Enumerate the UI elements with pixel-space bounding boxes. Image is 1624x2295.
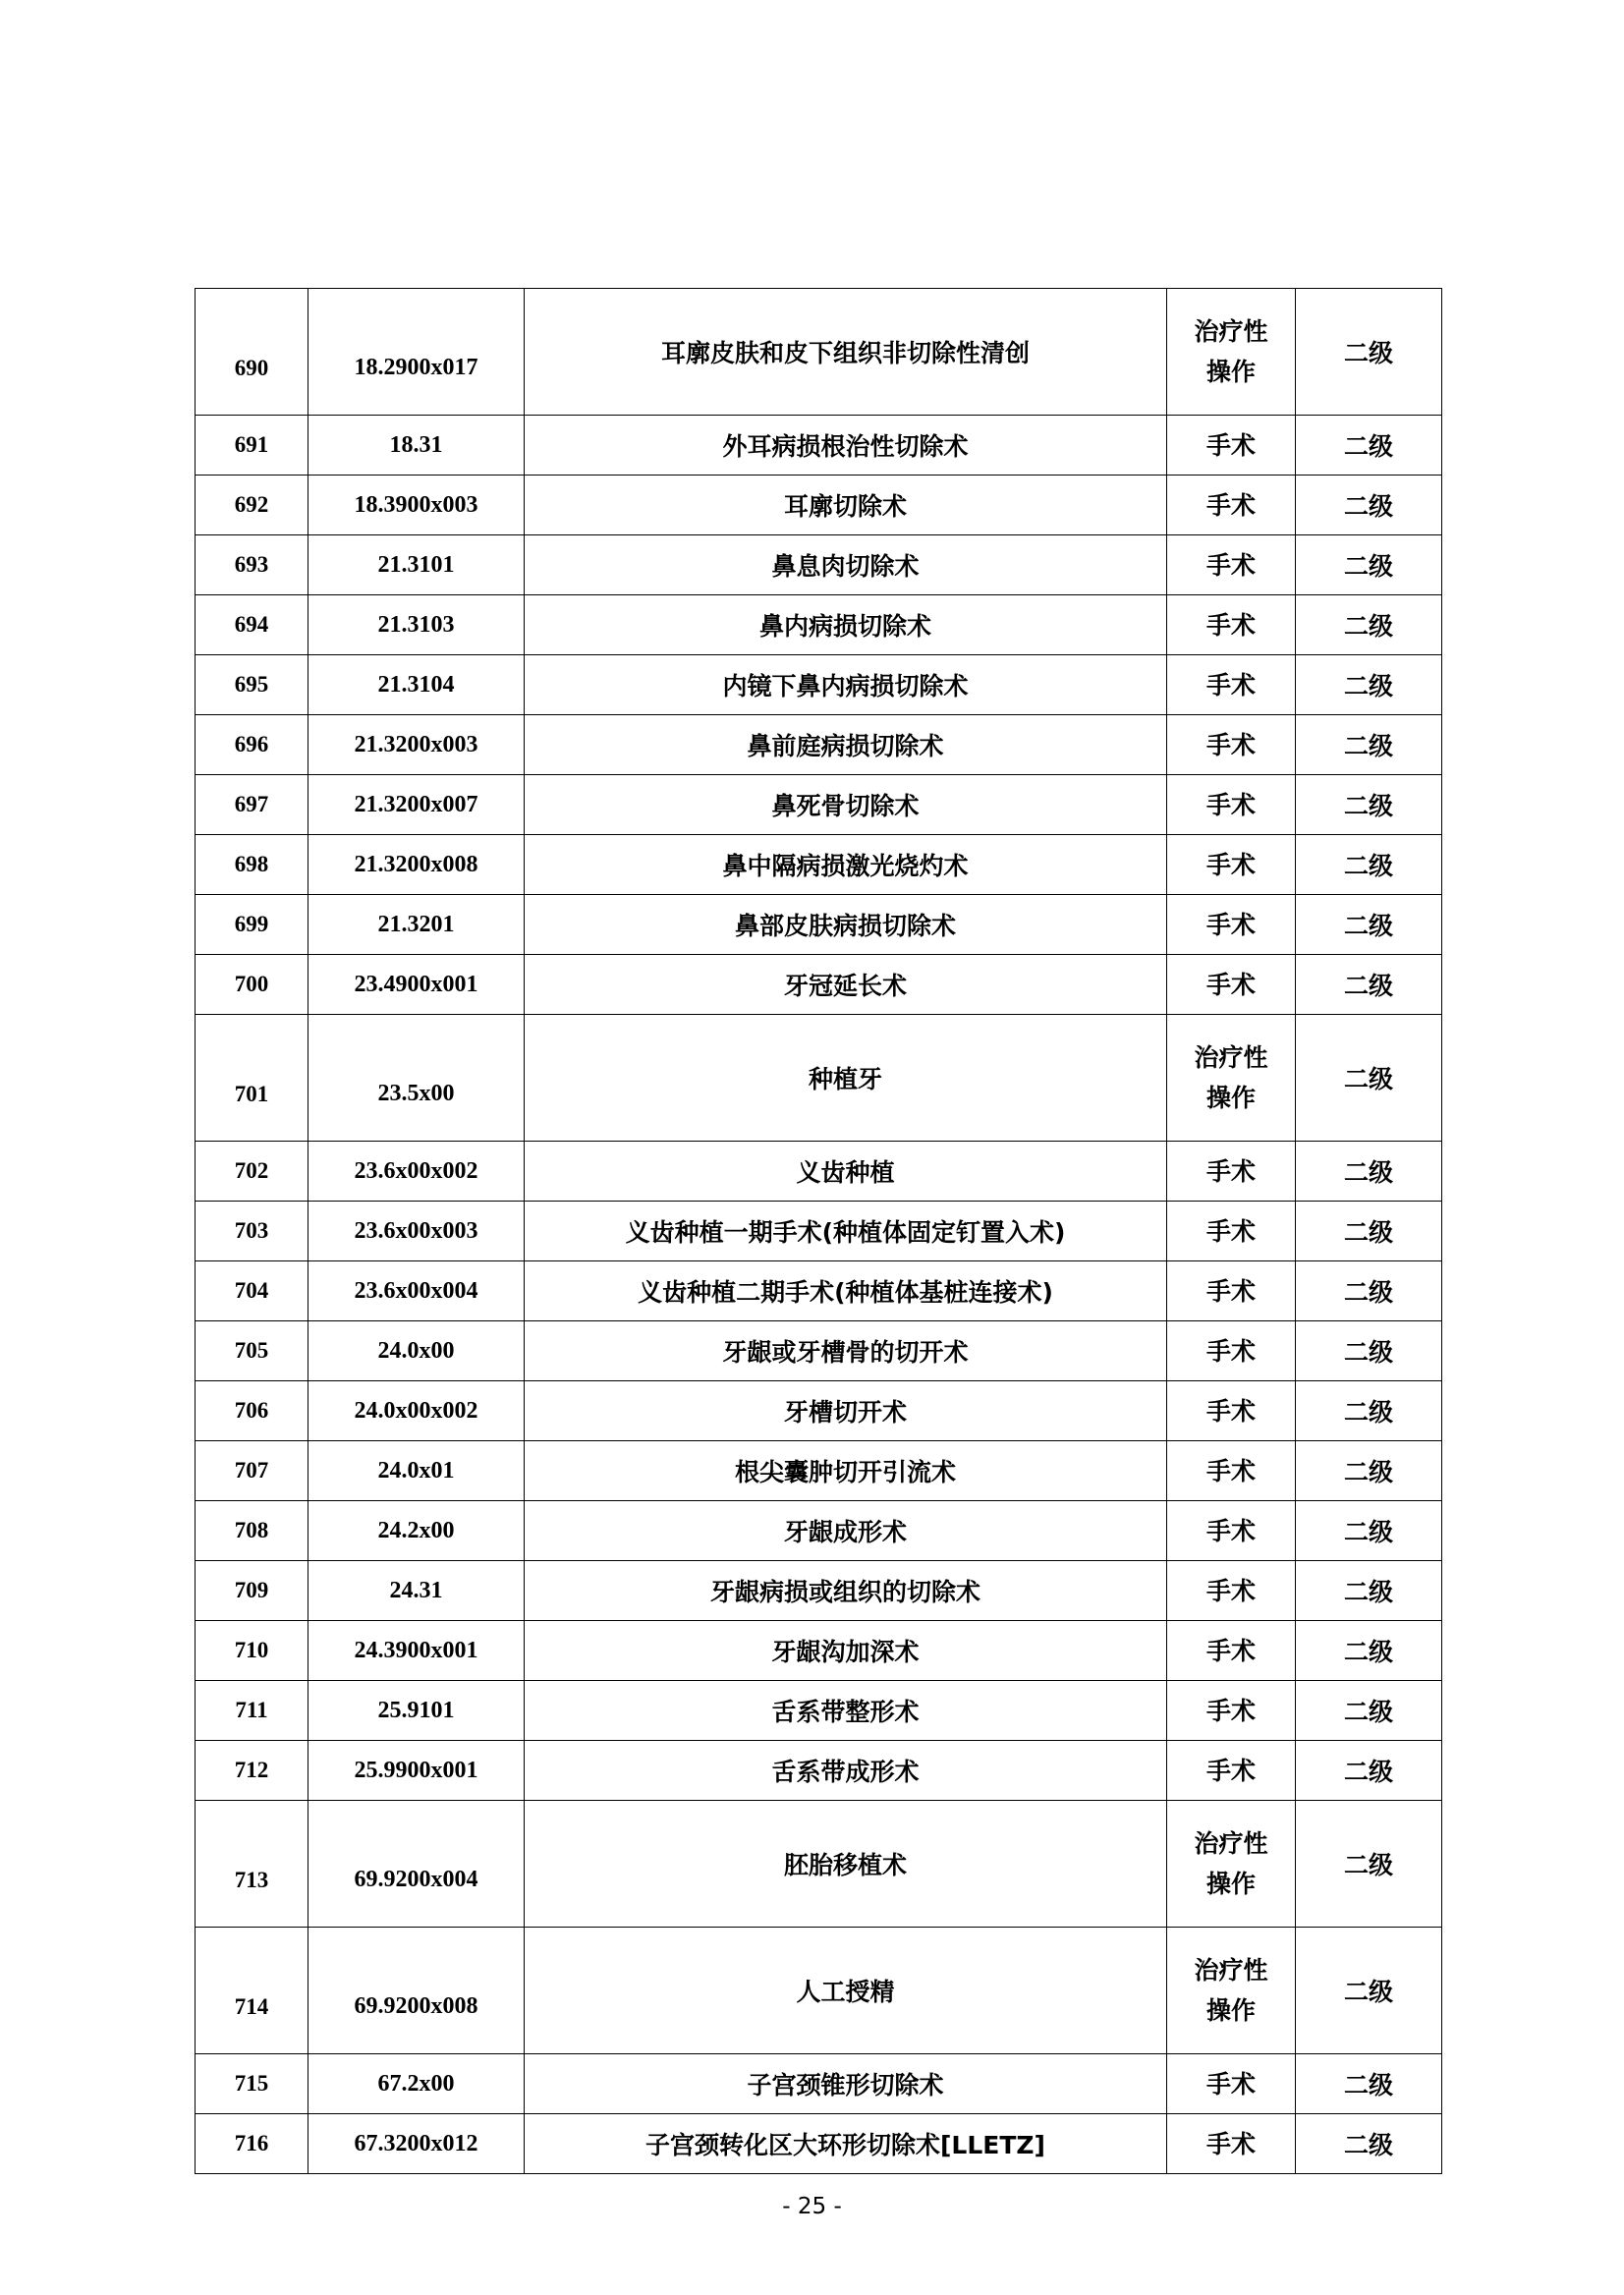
procedure-type-cell: 治疗性 操作 <box>1167 1801 1296 1928</box>
procedure-level-cell: 二级 <box>1296 1621 1442 1681</box>
procedure-level-cell: 二级 <box>1296 715 1442 775</box>
table-row <box>196 655 1442 715</box>
procedure-level-cell: 二级 <box>1296 775 1442 835</box>
table-row <box>196 895 1442 955</box>
procedure-type-cell: 手术 <box>1167 476 1296 535</box>
row-number-cell: 696 <box>196 715 308 775</box>
procedure-type-cell: 手术 <box>1167 535 1296 595</box>
procedure-name-cell: 牙槽切开术 <box>525 1381 1167 1441</box>
table-row <box>196 416 1442 476</box>
procedure-level-cell: 二级 <box>1296 535 1442 595</box>
procedure-code-cell: 21.3201 <box>308 895 525 955</box>
row-number-cell: 711 <box>196 1681 308 1741</box>
procedure-table-body <box>196 289 1442 2174</box>
procedure-level-cell: 二级 <box>1296 1681 1442 1741</box>
procedure-code-cell: 23.6x00x004 <box>308 1261 525 1321</box>
procedure-level-cell: 二级 <box>1296 1741 1442 1801</box>
procedure-name-cell: 鼻息肉切除术 <box>525 535 1167 595</box>
procedure-name-cell: 鼻前庭病损切除术 <box>525 715 1167 775</box>
procedure-code-cell: 24.3900x001 <box>308 1621 525 1681</box>
procedure-code-cell: 69.9200x008 <box>308 1928 525 2054</box>
table-row <box>196 535 1442 595</box>
procedure-type-cell: 手术 <box>1167 1381 1296 1441</box>
table-row <box>196 1801 1442 1928</box>
procedure-type-cell: 手术 <box>1167 1681 1296 1741</box>
procedure-name-cell: 种植牙 <box>525 1015 1167 1142</box>
row-number-cell: 707 <box>196 1441 308 1501</box>
row-number-cell: 691 <box>196 416 308 476</box>
procedure-level-cell: 二级 <box>1296 1261 1442 1321</box>
procedure-name-cell: 牙冠延长术 <box>525 955 1167 1015</box>
procedure-type-cell: 手术 <box>1167 835 1296 895</box>
procedure-name-cell: 义齿种植 <box>525 1142 1167 1202</box>
table-row <box>196 1441 1442 1501</box>
table-row <box>196 1142 1442 1202</box>
procedure-name-cell: 鼻内病损切除术 <box>525 595 1167 655</box>
row-number-cell: 694 <box>196 595 308 655</box>
table-row <box>196 775 1442 835</box>
procedure-code-cell: 21.3103 <box>308 595 525 655</box>
row-number-cell: 705 <box>196 1321 308 1381</box>
procedure-name-cell: 子宫颈转化区大环形切除术[LLETZ] <box>525 2114 1167 2174</box>
procedure-code-cell: 23.5x00 <box>308 1015 525 1142</box>
table-row <box>196 595 1442 655</box>
procedure-table <box>195 288 1442 2174</box>
procedure-level-cell: 二级 <box>1296 955 1442 1015</box>
row-number-cell: 716 <box>196 2114 308 2174</box>
procedure-type-cell: 手术 <box>1167 715 1296 775</box>
procedure-code-cell: 21.3104 <box>308 655 525 715</box>
procedure-name-cell: 义齿种植二期手术(种植体基桩连接术) <box>525 1261 1167 1321</box>
procedure-type-cell: 手术 <box>1167 1621 1296 1681</box>
procedure-name-cell: 鼻部皮肤病损切除术 <box>525 895 1167 955</box>
procedure-code-cell: 21.3200x008 <box>308 835 525 895</box>
procedure-name-cell: 牙龈或牙槽骨的切开术 <box>525 1321 1167 1381</box>
table-row <box>196 1681 1442 1741</box>
table-row <box>196 835 1442 895</box>
procedure-level-cell: 二级 <box>1296 1142 1442 1202</box>
table-row <box>196 2114 1442 2174</box>
procedure-type-cell: 手术 <box>1167 595 1296 655</box>
procedure-level-cell: 二级 <box>1296 1561 1442 1621</box>
procedure-name-cell: 舌系带成形术 <box>525 1741 1167 1801</box>
procedure-code-cell: 67.3200x012 <box>308 2114 525 2174</box>
table-row <box>196 715 1442 775</box>
procedure-code-cell: 23.6x00x002 <box>308 1142 525 1202</box>
table-row <box>196 1015 1442 1142</box>
row-number-cell: 698 <box>196 835 308 895</box>
procedure-name-cell: 子宫颈锥形切除术 <box>525 2054 1167 2114</box>
procedure-level-cell: 二级 <box>1296 1441 1442 1501</box>
procedure-level-cell: 二级 <box>1296 2114 1442 2174</box>
procedure-level-cell: 二级 <box>1296 1202 1442 1261</box>
table-row <box>196 1501 1442 1561</box>
procedure-code-cell: 21.3200x003 <box>308 715 525 775</box>
table-row <box>196 1381 1442 1441</box>
procedure-type-cell: 手术 <box>1167 2114 1296 2174</box>
procedure-level-cell: 二级 <box>1296 595 1442 655</box>
procedure-code-cell: 24.0x00x002 <box>308 1381 525 1441</box>
table-row <box>196 1261 1442 1321</box>
procedure-code-cell: 21.3200x007 <box>308 775 525 835</box>
procedure-level-cell: 二级 <box>1296 1928 1442 2054</box>
row-number-cell: 706 <box>196 1381 308 1441</box>
procedure-code-cell: 24.31 <box>308 1561 525 1621</box>
procedure-level-cell: 二级 <box>1296 1015 1442 1142</box>
table-row <box>196 1928 1442 2054</box>
procedure-level-cell: 二级 <box>1296 2054 1442 2114</box>
procedure-level-cell: 二级 <box>1296 1801 1442 1928</box>
procedure-name-cell: 牙龈沟加深术 <box>525 1621 1167 1681</box>
procedure-type-cell: 手术 <box>1167 1441 1296 1501</box>
procedure-type-cell: 手术 <box>1167 1501 1296 1561</box>
row-number-cell: 708 <box>196 1501 308 1561</box>
procedure-name-cell: 根尖囊肿切开引流术 <box>525 1441 1167 1501</box>
procedure-level-cell: 二级 <box>1296 1381 1442 1441</box>
row-number-cell: 692 <box>196 476 308 535</box>
table-row <box>196 1561 1442 1621</box>
procedure-code-cell: 18.31 <box>308 416 525 476</box>
row-number-cell: 713 <box>196 1801 308 1928</box>
procedure-name-cell: 牙龈成形术 <box>525 1501 1167 1561</box>
row-number-cell: 709 <box>196 1561 308 1621</box>
procedure-code-cell: 24.0x01 <box>308 1441 525 1501</box>
procedure-level-cell: 二级 <box>1296 476 1442 535</box>
row-number-cell: 702 <box>196 1142 308 1202</box>
table-row <box>196 476 1442 535</box>
row-number-cell: 714 <box>196 1928 308 2054</box>
row-number-cell: 699 <box>196 895 308 955</box>
page-number: - 25 - <box>782 2194 842 2219</box>
row-number-cell: 695 <box>196 655 308 715</box>
procedure-code-cell: 18.2900x017 <box>308 289 525 416</box>
procedure-name-cell: 牙龈病损或组织的切除术 <box>525 1561 1167 1621</box>
procedure-code-cell: 18.3900x003 <box>308 476 525 535</box>
row-number-cell: 693 <box>196 535 308 595</box>
row-number-cell: 703 <box>196 1202 308 1261</box>
procedure-type-cell: 治疗性 操作 <box>1167 1928 1296 2054</box>
table-row <box>196 289 1442 416</box>
procedure-type-cell: 手术 <box>1167 955 1296 1015</box>
procedure-level-cell: 二级 <box>1296 1321 1442 1381</box>
procedure-level-cell: 二级 <box>1296 835 1442 895</box>
procedure-name-cell: 外耳病损根治性切除术 <box>525 416 1167 476</box>
procedure-level-cell: 二级 <box>1296 289 1442 416</box>
table-row <box>196 1621 1442 1681</box>
table-row <box>196 2054 1442 2114</box>
procedure-code-cell: 24.2x00 <box>308 1501 525 1561</box>
procedure-name-cell: 义齿种植一期手术(种植体固定钉置入术) <box>525 1202 1167 1261</box>
procedure-name-cell: 舌系带整形术 <box>525 1681 1167 1741</box>
procedure-type-cell: 手术 <box>1167 1321 1296 1381</box>
procedure-type-cell: 手术 <box>1167 1202 1296 1261</box>
procedure-name-cell: 耳廓皮肤和皮下组织非切除性清创 <box>525 289 1167 416</box>
row-number-cell: 697 <box>196 775 308 835</box>
row-number-cell: 712 <box>196 1741 308 1801</box>
procedure-code-cell: 25.9101 <box>308 1681 525 1741</box>
procedure-type-cell: 手术 <box>1167 1142 1296 1202</box>
procedure-name-cell: 耳廓切除术 <box>525 476 1167 535</box>
procedure-name-cell: 鼻中隔病损激光烧灼术 <box>525 835 1167 895</box>
procedure-level-cell: 二级 <box>1296 895 1442 955</box>
table-row <box>196 955 1442 1015</box>
procedure-code-cell: 67.2x00 <box>308 2054 525 2114</box>
procedure-type-cell: 手术 <box>1167 895 1296 955</box>
table-row <box>196 1741 1442 1801</box>
procedure-name-cell: 内镜下鼻内病损切除术 <box>525 655 1167 715</box>
procedure-type-cell: 手术 <box>1167 1561 1296 1621</box>
procedure-code-cell: 69.9200x004 <box>308 1801 525 1928</box>
procedure-name-cell: 胚胎移植术 <box>525 1801 1167 1928</box>
procedure-type-cell: 手术 <box>1167 1741 1296 1801</box>
procedure-level-cell: 二级 <box>1296 655 1442 715</box>
table-row <box>196 1202 1442 1261</box>
procedure-name-cell: 人工授精 <box>525 1928 1167 2054</box>
procedure-name-cell: 鼻死骨切除术 <box>525 775 1167 835</box>
row-number-cell: 710 <box>196 1621 308 1681</box>
row-number-cell: 715 <box>196 2054 308 2114</box>
procedure-code-cell: 24.0x00 <box>308 1321 525 1381</box>
procedure-type-cell: 手术 <box>1167 2054 1296 2114</box>
procedure-code-cell: 23.6x00x003 <box>308 1202 525 1261</box>
procedure-code-cell: 23.4900x001 <box>308 955 525 1015</box>
table-row <box>196 1321 1442 1381</box>
procedure-type-cell: 治疗性 操作 <box>1167 1015 1296 1142</box>
row-number-cell: 704 <box>196 1261 308 1321</box>
row-number-cell: 701 <box>196 1015 308 1142</box>
procedure-type-cell: 手术 <box>1167 416 1296 476</box>
procedure-level-cell: 二级 <box>1296 1501 1442 1561</box>
procedure-type-cell: 手术 <box>1167 655 1296 715</box>
procedure-type-cell: 治疗性 操作 <box>1167 289 1296 416</box>
procedure-type-cell: 手术 <box>1167 775 1296 835</box>
procedure-code-cell: 25.9900x001 <box>308 1741 525 1801</box>
procedure-code-cell: 21.3101 <box>308 535 525 595</box>
row-number-cell: 690 <box>196 289 308 416</box>
row-number-cell: 700 <box>196 955 308 1015</box>
procedure-type-cell: 手术 <box>1167 1261 1296 1321</box>
procedure-level-cell: 二级 <box>1296 416 1442 476</box>
